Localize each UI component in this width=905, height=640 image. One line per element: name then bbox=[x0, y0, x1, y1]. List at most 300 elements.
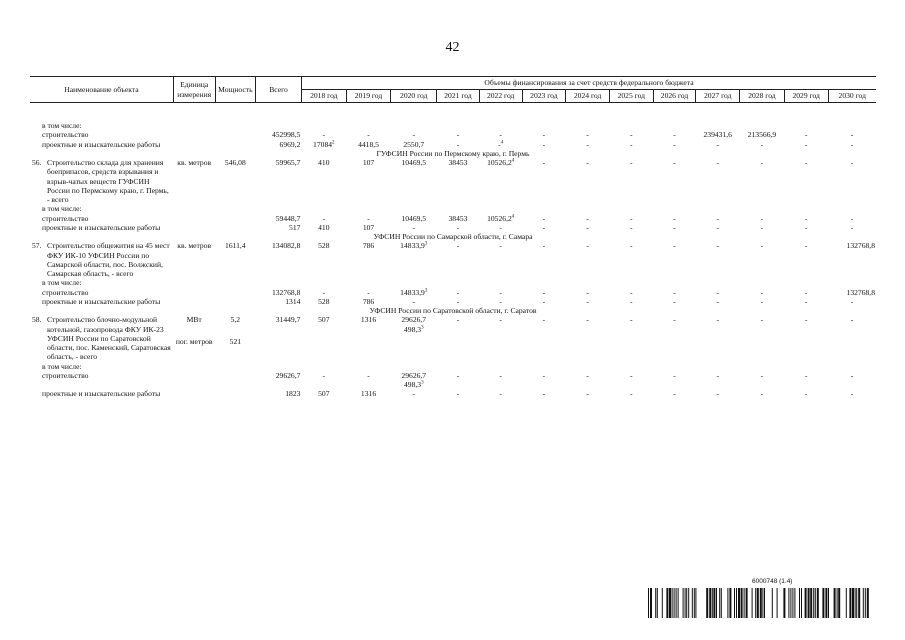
year-value: 38453 bbox=[448, 158, 468, 167]
year-value: 528 bbox=[318, 241, 330, 251]
year-value-cell bbox=[653, 140, 696, 149]
footnote-mark: 4 bbox=[500, 139, 504, 145]
year-value: - bbox=[499, 287, 502, 297]
object-name-cell bbox=[30, 158, 173, 204]
year-value-cell bbox=[740, 371, 785, 390]
year-value-cell bbox=[566, 297, 610, 306]
year-value-secondary bbox=[392, 380, 436, 389]
year-value-cell bbox=[696, 140, 740, 149]
object-name: в том числе: bbox=[42, 361, 82, 371]
object-name-cell bbox=[30, 130, 173, 139]
year-value-cell bbox=[740, 288, 785, 297]
year-value-cell bbox=[609, 297, 653, 306]
breakdown-row bbox=[30, 278, 876, 287]
year-value: - bbox=[804, 139, 808, 149]
year-value-cell bbox=[437, 204, 480, 213]
object-name-cell bbox=[30, 297, 173, 306]
year-value: - bbox=[499, 315, 502, 325]
item-number: 57. bbox=[32, 241, 42, 251]
year-value-cell bbox=[346, 121, 391, 130]
year-value: - bbox=[673, 222, 676, 232]
year-value-cell bbox=[609, 223, 653, 232]
year-value-cell bbox=[740, 297, 785, 306]
year-value-cell bbox=[566, 130, 610, 139]
year-value-cell bbox=[346, 371, 391, 390]
year-value-cell bbox=[391, 241, 437, 278]
unit-cell bbox=[173, 214, 215, 223]
year-value-cell bbox=[740, 158, 785, 204]
year-value: - bbox=[760, 213, 764, 223]
header-year: 2029 год bbox=[784, 90, 828, 103]
year-value: - bbox=[716, 241, 719, 251]
capacity-cell bbox=[215, 278, 256, 287]
year-value: - bbox=[716, 222, 719, 232]
year-value: - bbox=[850, 370, 854, 380]
year-value: - bbox=[850, 139, 854, 149]
year-value-cell bbox=[522, 371, 566, 390]
capacity-cell bbox=[215, 288, 256, 297]
year-value: - bbox=[586, 287, 589, 297]
barcode bbox=[648, 588, 870, 618]
year-value: - bbox=[804, 370, 808, 380]
year-value: - bbox=[760, 370, 764, 380]
year-value-cell bbox=[391, 158, 437, 204]
year-value-cell bbox=[566, 241, 610, 278]
year-value: - bbox=[850, 130, 854, 140]
year-value: - bbox=[367, 287, 370, 297]
year-value: - bbox=[322, 287, 326, 297]
capacity-cell bbox=[215, 140, 256, 149]
year-value: - bbox=[630, 296, 633, 306]
object-name-cell bbox=[30, 315, 173, 361]
year-value: - bbox=[456, 130, 460, 140]
year-value: - bbox=[322, 370, 326, 380]
year-value-cell bbox=[391, 223, 437, 232]
year-value: - bbox=[716, 287, 719, 297]
year-value-cell bbox=[740, 140, 785, 149]
year-value-cell bbox=[522, 204, 566, 213]
year-value-cell bbox=[566, 315, 610, 361]
year-value-cell bbox=[566, 288, 610, 297]
year-value-cell bbox=[346, 158, 391, 204]
year-value: 507 bbox=[318, 389, 330, 399]
year-value: - bbox=[586, 213, 589, 223]
year-value-cell bbox=[346, 130, 391, 139]
year-value-cell bbox=[479, 214, 522, 223]
year-value-cell bbox=[522, 158, 566, 204]
year-value: 507 bbox=[318, 315, 330, 325]
year-value-cell bbox=[437, 315, 480, 361]
total-value bbox=[256, 362, 302, 371]
unit: кв. метров bbox=[177, 158, 212, 167]
year-value-cell bbox=[391, 140, 437, 149]
region-row bbox=[30, 306, 876, 315]
footnote-mark: 4 bbox=[511, 213, 515, 219]
year-value-cell bbox=[566, 140, 610, 149]
year-value: - bbox=[760, 315, 764, 325]
object-name-cell bbox=[30, 278, 173, 287]
header-year: 2028 год bbox=[740, 90, 785, 103]
year-value: - bbox=[499, 389, 502, 399]
object-row bbox=[30, 315, 876, 361]
year-value-cell bbox=[301, 241, 346, 278]
capacity-secondary: 521 bbox=[229, 336, 242, 346]
year-value-cell bbox=[522, 389, 566, 398]
year-value-secondary bbox=[392, 325, 436, 334]
year-value: - bbox=[760, 296, 764, 306]
year-value-cell bbox=[653, 241, 696, 278]
year-value: 29626,7 bbox=[401, 370, 427, 380]
breakdown-row bbox=[30, 121, 876, 130]
year-value-cell bbox=[301, 158, 346, 204]
year-value: - bbox=[586, 158, 589, 167]
year-value: 14833,9 bbox=[400, 241, 425, 251]
year-value: - bbox=[412, 296, 416, 306]
year-value: - bbox=[542, 287, 546, 297]
year-value: - bbox=[630, 213, 633, 223]
total-value: 59965,7 bbox=[275, 158, 301, 167]
year-value-cell bbox=[784, 371, 828, 390]
year-value-cell bbox=[479, 315, 522, 361]
year-value: - bbox=[499, 370, 502, 380]
object-name: Строительство общежития на 45 мест ФКУ ИК-10 УФСИН России по Самарской области, пос. Волжский, Самарская область, - всего bbox=[47, 241, 170, 278]
year-value-cell bbox=[346, 297, 391, 306]
year-value: - bbox=[456, 296, 460, 306]
year-value: - bbox=[716, 296, 719, 306]
page-number: 42 bbox=[445, 40, 460, 55]
year-value: - bbox=[412, 222, 416, 232]
year-value-cell bbox=[391, 297, 437, 306]
item-number: 58. bbox=[32, 315, 42, 325]
object-name-cell bbox=[30, 241, 173, 278]
unit-cell bbox=[173, 389, 215, 398]
year-value: - bbox=[499, 222, 502, 232]
object-name-cell bbox=[30, 362, 173, 371]
year-value: - bbox=[673, 241, 676, 251]
year-value-cell bbox=[784, 214, 828, 223]
year-value-cell bbox=[522, 223, 566, 232]
year-value-cell bbox=[609, 130, 653, 139]
year-value-cell bbox=[784, 315, 828, 361]
breakdown-row bbox=[30, 130, 876, 139]
year-value: - bbox=[630, 130, 633, 140]
year-value-cell bbox=[828, 371, 876, 390]
financing-table bbox=[30, 76, 876, 399]
footnote-mark: 3 bbox=[424, 241, 428, 247]
year-value: - bbox=[456, 222, 460, 232]
year-value: 410 bbox=[318, 158, 330, 167]
footnote-mark: 4 bbox=[511, 158, 515, 164]
year-value-cell bbox=[740, 241, 785, 278]
year-value-cell bbox=[566, 389, 610, 398]
year-value-cell bbox=[391, 371, 437, 390]
year-value: - bbox=[456, 389, 460, 399]
year-value-cell bbox=[346, 362, 391, 371]
year-value: - bbox=[716, 158, 719, 167]
footnote-mark: 3 bbox=[424, 287, 428, 293]
year-value-cell bbox=[346, 315, 391, 361]
year-value: - bbox=[542, 130, 546, 140]
unit-cell bbox=[173, 362, 215, 371]
year-value-cell bbox=[346, 288, 391, 297]
year-value: - bbox=[586, 130, 589, 140]
year-value: - bbox=[673, 130, 676, 140]
total-value: 517 bbox=[289, 222, 301, 232]
year-value: - bbox=[804, 241, 808, 251]
header-name: Наименование объекта bbox=[30, 77, 173, 103]
year-value-cell bbox=[479, 288, 522, 297]
year-value: - bbox=[412, 130, 416, 140]
year-value: - bbox=[499, 241, 502, 251]
year-value-cell bbox=[653, 278, 696, 287]
year-value: - bbox=[456, 370, 460, 380]
year-value: - bbox=[630, 315, 633, 325]
secondary-value: 498,3 bbox=[403, 380, 422, 389]
year-value-cell bbox=[437, 214, 480, 223]
unit-cell bbox=[173, 158, 215, 204]
year-value: - bbox=[850, 315, 854, 325]
year-value-cell bbox=[301, 362, 346, 371]
year-value: 528 bbox=[318, 296, 330, 306]
year-value-cell bbox=[784, 288, 828, 297]
object-name-cell bbox=[30, 288, 173, 297]
year-value-cell bbox=[479, 297, 522, 306]
year-value-cell bbox=[828, 241, 876, 278]
breakdown-row bbox=[30, 389, 876, 398]
object-name: Строительство блочно-модульной котельной, газопровода ФКУ ИК-23 УФСИН России по Саратовской области, пос. Каменский, Саратовская область, - всего bbox=[47, 315, 171, 362]
header-year: 2026 год bbox=[653, 90, 696, 103]
unit-cell bbox=[173, 371, 215, 390]
year-value: - bbox=[760, 222, 764, 232]
year-value-cell bbox=[479, 362, 522, 371]
year-value: - bbox=[716, 389, 719, 399]
year-value-cell bbox=[696, 214, 740, 223]
year-value-cell bbox=[391, 278, 437, 287]
object-name-cell bbox=[30, 214, 173, 223]
year-value-cell bbox=[437, 241, 480, 278]
total-value bbox=[256, 204, 302, 213]
year-value-cell bbox=[653, 362, 696, 371]
year-value-cell bbox=[828, 158, 876, 204]
object-name: строительство bbox=[42, 370, 89, 380]
year-value: - bbox=[322, 130, 326, 140]
year-value: - bbox=[673, 287, 676, 297]
capacity-cell bbox=[215, 241, 256, 278]
year-value: 132768,8 bbox=[846, 241, 875, 251]
object-name: Строительство склада для хранения боеприпасов, средств взрывания и взрыв-чатых веществ ГУФСИН России по Пермскому краю, г. Пермь, - всего bbox=[47, 158, 169, 204]
header-year: 2018 год bbox=[301, 90, 346, 103]
year-value: 14833,9 bbox=[400, 287, 425, 297]
year-value-cell bbox=[784, 389, 828, 398]
total-value: 31449,7 bbox=[275, 315, 301, 325]
year-value-cell bbox=[828, 130, 876, 139]
year-value-cell bbox=[301, 278, 346, 287]
year-value-cell bbox=[653, 223, 696, 232]
year-value-cell bbox=[566, 121, 610, 130]
breakdown-row bbox=[30, 297, 876, 306]
year-value-cell bbox=[609, 121, 653, 130]
year-value: 107 bbox=[362, 222, 375, 232]
year-value: - bbox=[586, 222, 589, 232]
year-value: 17084 bbox=[313, 139, 333, 149]
object-name: проектные и изыскательские работы bbox=[42, 296, 161, 306]
year-value-cell bbox=[437, 121, 480, 130]
year-value-cell bbox=[301, 315, 346, 361]
year-value-cell bbox=[437, 362, 480, 371]
year-value: - bbox=[630, 222, 633, 232]
spacer-row bbox=[30, 103, 876, 122]
item-number: 56. bbox=[32, 158, 42, 167]
year-value: - bbox=[499, 130, 502, 140]
year-value-cell bbox=[479, 140, 522, 149]
year-value-cell bbox=[522, 241, 566, 278]
year-value-cell bbox=[696, 223, 740, 232]
year-value-cell bbox=[653, 288, 696, 297]
year-value: - bbox=[716, 139, 719, 149]
year-value: - bbox=[673, 370, 676, 380]
year-value-cell bbox=[740, 389, 785, 398]
year-value-cell bbox=[784, 140, 828, 149]
year-value-cell bbox=[391, 204, 437, 213]
year-value: 410 bbox=[318, 222, 330, 232]
year-value-cell bbox=[784, 297, 828, 306]
capacity-cell bbox=[215, 223, 256, 232]
unit-cell bbox=[173, 278, 215, 287]
year-value-cell bbox=[696, 362, 740, 371]
unit: МВт bbox=[186, 315, 202, 325]
year-value-cell bbox=[828, 140, 876, 149]
year-value-cell bbox=[479, 278, 522, 287]
capacity: 5,2 bbox=[230, 315, 241, 325]
year-value: - bbox=[760, 389, 764, 399]
capacity-cell bbox=[215, 130, 256, 139]
year-value-cell bbox=[437, 130, 480, 139]
object-name: строительство bbox=[42, 130, 89, 140]
year-value-cell bbox=[696, 158, 740, 204]
year-value-cell bbox=[522, 121, 566, 130]
header-capacity: Мощность bbox=[215, 77, 256, 103]
object-name-cell bbox=[30, 371, 173, 390]
year-value-cell bbox=[784, 223, 828, 232]
year-value-cell bbox=[653, 214, 696, 223]
year-value: 1316 bbox=[360, 389, 377, 399]
object-row bbox=[30, 241, 876, 278]
year-value: - bbox=[760, 241, 764, 251]
region-row bbox=[30, 149, 876, 158]
year-value-cell bbox=[391, 288, 437, 297]
year-value-cell bbox=[437, 288, 480, 297]
year-value: - bbox=[630, 158, 633, 167]
year-value-cell bbox=[740, 315, 785, 361]
year-value: 38453 bbox=[448, 213, 468, 223]
year-value: - bbox=[586, 241, 589, 251]
year-value: - bbox=[456, 139, 460, 149]
year-value: - bbox=[804, 222, 808, 232]
year-value-cell bbox=[653, 371, 696, 390]
year-value: - bbox=[673, 389, 676, 399]
capacity-cell bbox=[215, 297, 256, 306]
year-value-cell bbox=[301, 297, 346, 306]
header-total: Всего bbox=[256, 77, 302, 103]
total-value bbox=[256, 121, 302, 130]
total-value: 452998,5 bbox=[271, 130, 301, 140]
total-value: 134082,8 bbox=[271, 241, 301, 251]
year-value-cell bbox=[696, 288, 740, 297]
header-financing-group: Объемы финансирования за счет средств федерального бюджета bbox=[301, 77, 876, 90]
total-value: 29626,7 bbox=[275, 370, 301, 380]
year-value-cell bbox=[740, 130, 785, 139]
unit-secondary: пог. метров bbox=[175, 336, 213, 346]
year-value-cell bbox=[566, 158, 610, 204]
object-row bbox=[30, 158, 876, 204]
year-value: 10469,5 bbox=[401, 158, 427, 167]
year-value-cell bbox=[522, 214, 566, 223]
year-value: - bbox=[673, 139, 676, 149]
year-value-cell bbox=[391, 121, 437, 130]
year-value-cell bbox=[301, 223, 346, 232]
year-value: - bbox=[760, 158, 764, 167]
year-value-cell bbox=[437, 389, 480, 398]
year-value: - bbox=[716, 213, 719, 223]
year-value: 786 bbox=[362, 296, 375, 306]
year-value-cell bbox=[479, 204, 522, 213]
year-value: - bbox=[586, 315, 589, 325]
year-value-cell bbox=[522, 278, 566, 287]
year-value: - bbox=[367, 213, 370, 223]
year-value-cell bbox=[828, 362, 876, 371]
year-value-cell bbox=[609, 241, 653, 278]
year-value: - bbox=[804, 213, 808, 223]
region-name: ГУФСИН России по Пермскому краю, г. Пермь bbox=[376, 148, 530, 158]
year-value-cell bbox=[784, 130, 828, 139]
year-value: 4418,5 bbox=[358, 139, 379, 149]
year-value-cell bbox=[437, 158, 480, 204]
year-value-cell bbox=[479, 130, 522, 139]
year-value-cell bbox=[566, 204, 610, 213]
year-value: - bbox=[456, 315, 460, 325]
header-year: 2022 год bbox=[479, 90, 522, 103]
year-value: - bbox=[586, 370, 589, 380]
year-value: 1316 bbox=[360, 315, 377, 325]
object-name: проектные и изыскательские работы bbox=[42, 389, 161, 399]
unit-cell bbox=[173, 204, 215, 213]
year-value: 10526,2 bbox=[487, 213, 512, 223]
year-value: - bbox=[542, 315, 546, 325]
capacity: 546,08 bbox=[224, 158, 246, 167]
year-value-cell bbox=[391, 214, 437, 223]
year-value: 239431,6 bbox=[703, 130, 732, 140]
header-year: 2030 год bbox=[828, 90, 876, 103]
object-name-cell bbox=[30, 204, 173, 213]
year-value-cell bbox=[391, 389, 437, 398]
year-value: 29626,7 bbox=[401, 315, 427, 325]
year-value-cell bbox=[437, 371, 480, 390]
year-value-cell bbox=[346, 389, 391, 398]
capacity-cell bbox=[215, 389, 256, 398]
year-value: - bbox=[804, 315, 808, 325]
year-value-cell bbox=[301, 140, 346, 149]
breakdown-row bbox=[30, 288, 876, 297]
capacity-cell bbox=[215, 158, 256, 204]
region-row bbox=[30, 232, 876, 241]
year-value-cell bbox=[609, 288, 653, 297]
year-value-cell bbox=[566, 223, 610, 232]
year-value: - bbox=[542, 241, 546, 251]
year-value-cell bbox=[696, 241, 740, 278]
year-value: - bbox=[586, 389, 589, 399]
year-value-cell bbox=[653, 158, 696, 204]
object-name-cell bbox=[30, 121, 173, 130]
